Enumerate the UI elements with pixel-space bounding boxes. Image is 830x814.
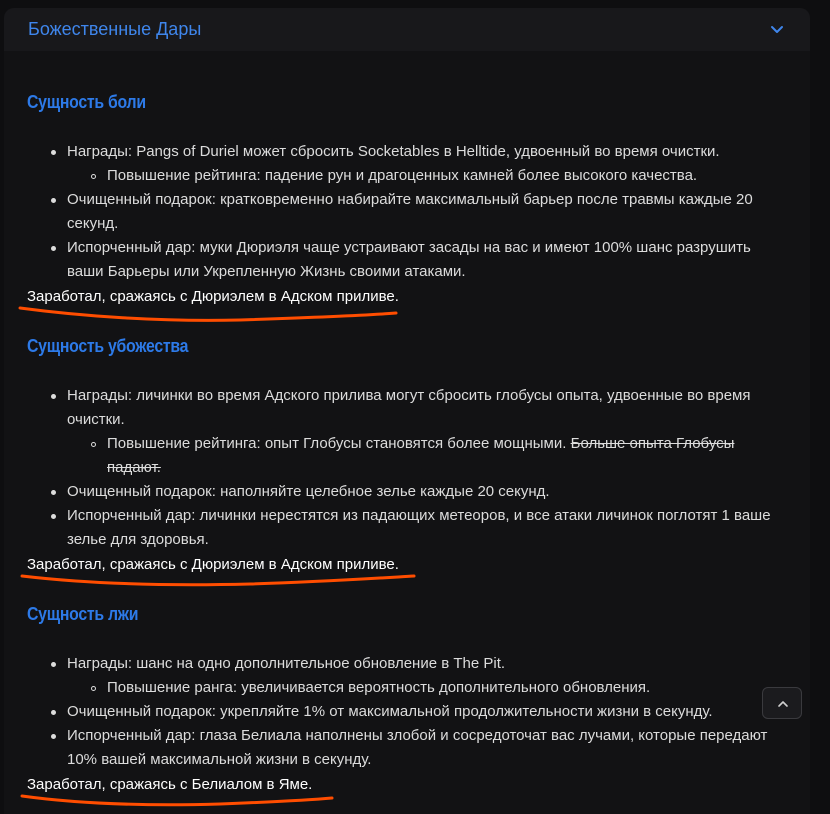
corrupted-text-cont: зелье для здоровья. xyxy=(67,531,209,548)
annotation-underline xyxy=(20,308,396,320)
upgrade-text-struck-cont: падают. xyxy=(107,459,161,476)
rewards-text: Награды: личинки во время Адского прилива могут сбросить глобусы опыта, удвоенные во время xyxy=(67,387,751,404)
corrupted-text: Испорченный дар: муки Дюриэля чаще устраивают засады на вас и имеют 100% шанс разрушить xyxy=(67,239,751,256)
upgrade-text-struck: Больше опыта Глобусы xyxy=(570,435,735,452)
corrupted-text: Испорченный дар: личинки нерестятся из падающих метеоров, и все атаки личинок поглотят 1 ваше xyxy=(67,507,771,524)
annotation-underline xyxy=(22,576,414,585)
rewards-text-cont: очистки. xyxy=(67,411,125,428)
earned-text: Заработал, сражаясь с Дюриэлем в Адском приливе. xyxy=(27,556,399,573)
upgrade-text-main: Повышение рейтинга: опыт Глобусы становятся более мощными. xyxy=(107,435,567,452)
corrupted-text-cont: ваши Барьеры или Укрепленную Жизнь своими атаками. xyxy=(67,263,466,280)
purified-text-cont: секунд. xyxy=(67,215,119,232)
purified-text: Очищенный подарок: укрепляйте 1% от максимальной продолжительности жизни в секунду. xyxy=(67,703,713,720)
purified-text: Очищенный подарок: наполняйте целебное зелье каждые 20 секунд. xyxy=(67,483,550,500)
earned-text: Заработал, сражаясь с Дюриэлем в Адском приливе. xyxy=(27,288,399,305)
earned-text: Заработал, сражаясь с Белиалом в Яме. xyxy=(27,776,313,793)
section-title-misery: Сущность убожества xyxy=(27,336,189,356)
section-title-pain: Сущность боли xyxy=(27,92,146,112)
rewards-text: Награды: Pangs of Duriel может сбросить Socketables в Helltide, удвоенный во время очистки. xyxy=(67,143,720,160)
accordion-title: Божественные Дары xyxy=(28,19,202,39)
scroll-to-top-button[interactable] xyxy=(762,687,802,719)
chevron-up-icon xyxy=(777,698,789,710)
purified-text: Очищенный подарок: кратковременно набирайте максимальный барьер после травмы каждые 20 xyxy=(67,191,753,208)
rewards-text: Награды: шанс на одно дополнительное обновление в The Pit. xyxy=(67,655,506,672)
upgrade-text: Повышение рейтинга: падение рун и драгоценных камней более высокого качества. xyxy=(107,167,698,184)
section-title-lies: Сущность лжи xyxy=(27,604,139,624)
corrupted-text: Испорченный дар: глаза Белиала наполнены злобой и сосредоточат вас лучами, которые передают xyxy=(67,727,768,744)
corrupted-text-cont: 10% вашей максимальной жизни в секунду. xyxy=(67,751,372,768)
annotation-underline xyxy=(22,796,332,805)
upgrade-text: Повышение ранга: увеличивается вероятность дополнительного обновления. xyxy=(107,679,651,696)
